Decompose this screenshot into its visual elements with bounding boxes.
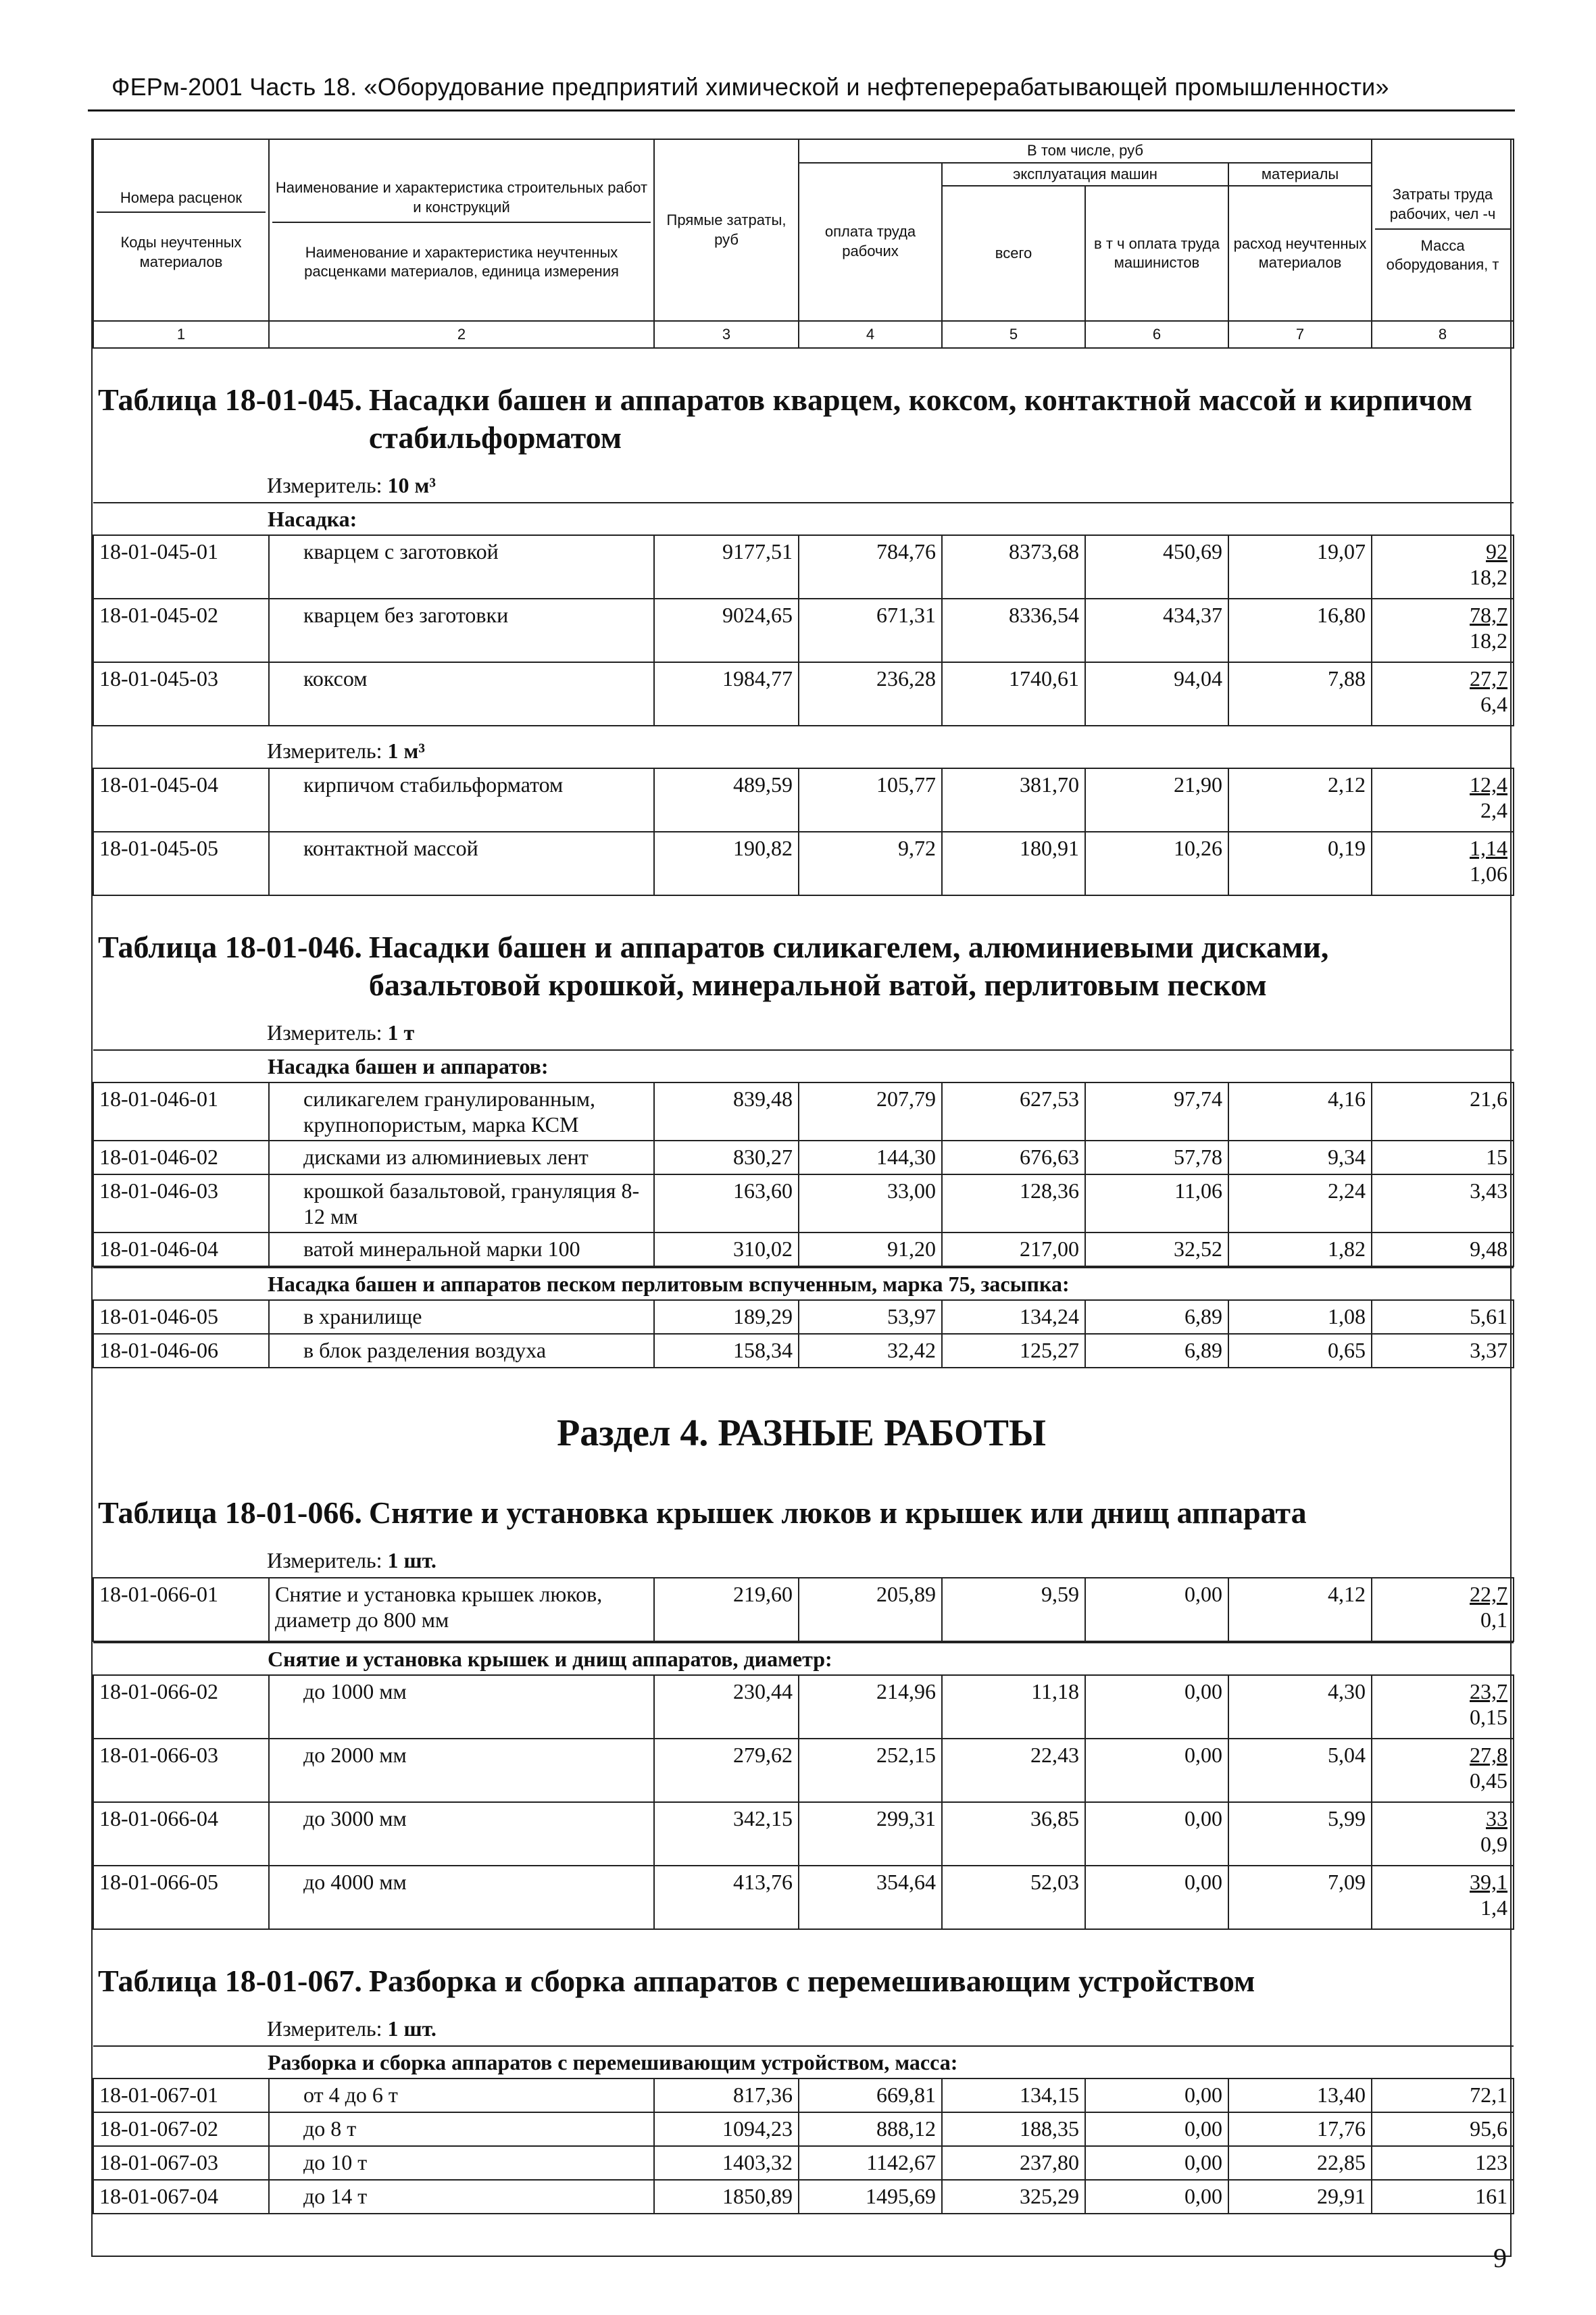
cost-value: 217,00 — [942, 1233, 1085, 1266]
rate-table — [93, 1049, 1514, 1267]
cost-value: 189,29 — [654, 1300, 799, 1334]
cost-value: 91,20 — [799, 1233, 942, 1266]
equipment-mass: 0,15 — [1470, 1705, 1508, 1730]
rate-table — [93, 1577, 1514, 1642]
table-row — [93, 1802, 1514, 1866]
header-col-5: всего — [942, 186, 1085, 321]
cost-value: 4,16 — [1228, 1082, 1372, 1141]
table-row — [93, 1866, 1514, 1929]
column-number: 1 — [93, 321, 269, 348]
labor-value: 39,1 — [1470, 1870, 1508, 1895]
header-group: В том числе, руб — [799, 139, 1372, 163]
labor-mass-cell — [1372, 2180, 1514, 2214]
column-numbers-row — [93, 321, 1514, 348]
labor-mass-cell — [1372, 1082, 1514, 1141]
work-name: крошкой базальтовой, грануляция 8-12 мм — [269, 1174, 654, 1233]
rate-code: 18-01-066-04 — [93, 1802, 269, 1866]
cost-value: 1850,89 — [654, 2180, 799, 2214]
work-name: до 2000 мм — [269, 1739, 654, 1802]
work-name: до 10 т — [269, 2146, 654, 2180]
header-col-7: расход неучтенных материалов — [1228, 186, 1372, 321]
table-title-text: Насадки башен и аппаратов силикагелем, алюминиевыми дисками, базальтовой крошкой, минеральной ватой, перлитовым песком — [368, 930, 1329, 1003]
labor-mass-cell — [1372, 662, 1514, 726]
cost-value: 144,30 — [799, 1141, 942, 1174]
cost-value: 413,76 — [654, 1866, 799, 1929]
subheading-row — [93, 503, 1514, 535]
cost-value: 6,89 — [1085, 1300, 1228, 1334]
work-name: коксом — [269, 662, 654, 726]
cost-value: 36,85 — [942, 1802, 1085, 1866]
cost-value: 381,70 — [942, 768, 1085, 832]
running-header: ФЕРм-2001 Часть 18. «Оборудование предприятий химической и нефтеперерабатывающей промышленности» — [111, 73, 1389, 101]
table-row — [93, 1141, 1514, 1174]
work-name: дисками из алюминиевых лент — [269, 1141, 654, 1174]
labor-mass-cell — [1372, 2078, 1514, 2112]
measure-unit-value: 1 шт. — [387, 1548, 437, 1573]
column-number: 7 — [1228, 321, 1372, 348]
cost-value: 669,81 — [799, 2078, 942, 2112]
cost-value: 190,82 — [654, 832, 799, 895]
cost-value: 230,44 — [654, 1675, 799, 1739]
cost-value: 0,00 — [1085, 2146, 1228, 2180]
cost-value: 16,80 — [1228, 599, 1372, 662]
labor-value: 12,4 — [1470, 772, 1507, 797]
rate-code: 18-01-045-01 — [93, 535, 269, 599]
table-number: Таблица 18-01-046. — [98, 930, 362, 965]
cost-value: 342,15 — [654, 1802, 799, 1866]
cost-value: 32,52 — [1085, 1233, 1228, 1266]
cost-value: 11,18 — [942, 1675, 1085, 1739]
work-name: силикагелем гранулированным, крупнопористым, марка КСМ — [269, 1082, 654, 1141]
cost-value: 450,69 — [1085, 535, 1228, 599]
table-row — [93, 2146, 1514, 2180]
part-heading: Раздел 4. РАЗНЫЕ РАБОТЫ — [557, 1412, 1046, 1455]
work-name: в хранилище — [269, 1300, 654, 1334]
cost-value: 0,19 — [1228, 832, 1372, 895]
labor-mass-cell — [1372, 1866, 1514, 1929]
cost-value: 0,00 — [1085, 1739, 1228, 1802]
cost-value: 188,35 — [942, 2112, 1085, 2146]
subheading-row — [93, 1268, 1514, 1300]
rate-code: 18-01-045-03 — [93, 662, 269, 726]
labor-value: 5,61 — [1470, 1304, 1508, 1329]
work-name: в блок разделения воздуха — [269, 1334, 654, 1368]
cost-value: 158,34 — [654, 1334, 799, 1368]
cost-value: 784,76 — [799, 535, 942, 599]
rate-code: 18-01-066-03 — [93, 1739, 269, 1802]
price-tables — [93, 349, 1510, 2214]
cost-value: 10,26 — [1085, 832, 1228, 895]
table-row — [93, 1174, 1514, 1233]
column-number: 6 — [1085, 321, 1228, 348]
cost-value: 299,31 — [799, 1802, 942, 1866]
equipment-mass: 0,45 — [1470, 1768, 1508, 1793]
cost-value: 627,53 — [942, 1082, 1085, 1141]
cost-value: 1984,77 — [654, 662, 799, 726]
cost-value: 0,00 — [1085, 2078, 1228, 2112]
rate-table — [93, 1642, 1514, 1930]
labor-value: 9,48 — [1470, 1237, 1508, 1262]
header-col-1: Номера расценок Коды неучтенных материалов — [93, 139, 269, 321]
cost-value: 676,63 — [942, 1141, 1085, 1174]
table-row — [93, 832, 1514, 895]
equipment-mass: 0,9 — [1480, 1832, 1508, 1857]
column-number: 4 — [799, 321, 942, 348]
labor-value: 161 — [1475, 2184, 1508, 2209]
rate-table — [93, 502, 1514, 726]
table-row — [93, 1675, 1514, 1739]
labor-value: 27,8 — [1470, 1743, 1508, 1768]
cost-value: 0,00 — [1085, 2180, 1228, 2214]
column-number: 5 — [942, 321, 1085, 348]
cost-value: 0,00 — [1085, 2112, 1228, 2146]
work-name: до 14 т — [269, 2180, 654, 2214]
labor-value: 92 — [1486, 539, 1508, 564]
labor-value: 21,6 — [1470, 1087, 1508, 1112]
rate-code: 18-01-046-03 — [93, 1174, 269, 1233]
cost-value: 9177,51 — [654, 535, 799, 599]
header-materials: материалы — [1228, 163, 1372, 186]
cost-value: 219,60 — [654, 1578, 799, 1641]
table-row — [93, 1082, 1514, 1141]
cost-value: 1094,23 — [654, 2112, 799, 2146]
measure-unit-value: 1 шт. — [387, 2016, 437, 2041]
labor-value: 95,6 — [1470, 2116, 1508, 2141]
cost-value: 839,48 — [654, 1082, 799, 1141]
labor-mass-cell — [1372, 1675, 1514, 1739]
rate-table — [93, 768, 1514, 896]
rate-code: 18-01-046-01 — [93, 1082, 269, 1141]
cost-value: 13,40 — [1228, 2078, 1372, 2112]
cost-value: 7,88 — [1228, 662, 1372, 726]
labor-value: 3,37 — [1470, 1338, 1508, 1363]
cost-value: 52,03 — [942, 1866, 1085, 1929]
cost-value: 125,27 — [942, 1334, 1085, 1368]
measure-unit — [93, 1008, 1510, 1049]
table-title-text: Насадки башен и аппаратов кварцем, коксом, контактной массой и кирпичом стабильформатом — [368, 382, 1472, 455]
rate-table — [93, 2045, 1514, 2214]
cost-value: 1,08 — [1228, 1300, 1372, 1334]
subheading: Насадка башен и аппаратов песком перлитовым вспученным, марка 75, засыпка: — [93, 1268, 1514, 1300]
labor-value: 22,7 — [1470, 1582, 1507, 1607]
table-title — [93, 896, 1510, 1008]
table-row — [93, 2180, 1514, 2214]
header-col-8: Затраты труда рабочих, чел -ч Масса оборудования, т — [1372, 139, 1514, 321]
header-machines: эксплуатация машин — [942, 163, 1228, 186]
cost-value: 325,29 — [942, 2180, 1085, 2214]
cost-value: 9024,65 — [654, 599, 799, 662]
work-name: до 1000 мм — [269, 1675, 654, 1739]
labor-mass-cell — [1372, 1174, 1514, 1233]
rate-code: 18-01-046-05 — [93, 1300, 269, 1334]
header-col-4: оплата труда рабочих — [799, 163, 942, 322]
measure-unit-label: Измеритель: — [267, 739, 382, 764]
cost-value: 9,59 — [942, 1578, 1085, 1641]
table-row — [93, 2112, 1514, 2146]
labor-value: 33 — [1486, 1806, 1508, 1831]
work-name: от 4 до 6 т — [269, 2078, 654, 2112]
cost-value: 1403,32 — [654, 2146, 799, 2180]
cost-value: 279,62 — [654, 1739, 799, 1802]
column-number: 8 — [1372, 321, 1514, 348]
cost-value: 1142,67 — [799, 2146, 942, 2180]
measure-unit-label: Измеритель: — [267, 2016, 382, 2041]
labor-value: 23,7 — [1470, 1679, 1508, 1704]
labor-value: 15 — [1486, 1145, 1508, 1170]
cost-value: 105,77 — [799, 768, 942, 832]
cost-value: 94,04 — [1085, 662, 1228, 726]
header-col-6: в т ч оплата труда машинистов — [1085, 186, 1228, 321]
table-row — [93, 1739, 1514, 1802]
header-col-2: Наименование и характеристика строительных работ и конструкций Наименование и характеристика неучтенных расценками материалов, единица измерения — [269, 139, 654, 321]
cost-value: 29,91 — [1228, 2180, 1372, 2214]
subheading: Насадка: — [93, 503, 1514, 535]
cost-value: 11,06 — [1085, 1174, 1228, 1233]
subheading-row — [93, 1050, 1514, 1082]
table-row — [93, 2078, 1514, 2112]
work-name: до 3000 мм — [269, 1802, 654, 1866]
measure-unit — [93, 2004, 1510, 2045]
labor-value: 3,43 — [1470, 1178, 1508, 1203]
work-name: контактной массой — [269, 832, 654, 895]
header-col-3: Прямые затраты, руб — [654, 139, 799, 321]
rate-code: 18-01-067-04 — [93, 2180, 269, 2214]
cost-value: 134,24 — [942, 1300, 1085, 1334]
column-number: 2 — [269, 321, 654, 348]
cost-value: 17,76 — [1228, 2112, 1372, 2146]
cost-value: 207,79 — [799, 1082, 942, 1141]
cost-value: 5,04 — [1228, 1739, 1372, 1802]
equipment-mass: 1,06 — [1470, 862, 1507, 887]
labor-mass-cell — [1372, 1739, 1514, 1802]
work-name: до 8 т — [269, 2112, 654, 2146]
subheading: Разборка и сборка аппаратов с перемешивающим устройством, масса: — [93, 2046, 1514, 2078]
cost-value: 5,99 — [1228, 1802, 1372, 1866]
subheading: Насадка башен и аппаратов: — [93, 1050, 1514, 1082]
measure-unit-label: Измеритель: — [267, 473, 382, 498]
subheading-row — [93, 1643, 1514, 1675]
cost-value: 205,89 — [799, 1578, 942, 1641]
table-number: Таблица 18-01-067. — [98, 1964, 362, 1999]
cost-value: 97,74 — [1085, 1082, 1228, 1141]
table-row — [93, 662, 1514, 726]
table-row — [93, 1578, 1514, 1641]
table-row — [93, 1300, 1514, 1334]
rate-code: 18-01-046-06 — [93, 1334, 269, 1368]
table-title-line — [98, 1962, 1505, 2000]
rate-code: 18-01-046-02 — [93, 1141, 269, 1174]
cost-value: 237,80 — [942, 2146, 1085, 2180]
cost-value: 1495,69 — [799, 2180, 942, 2214]
page-number: 9 — [1493, 2243, 1507, 2273]
equipment-mass: 1,4 — [1480, 1895, 1508, 1920]
labor-value: 78,7 — [1470, 603, 1508, 628]
measure-unit-label: Измеритель: — [267, 1548, 382, 1573]
work-name: ватой минеральной марки 100 — [269, 1233, 654, 1266]
labor-mass-cell — [1372, 1233, 1514, 1266]
cost-value: 4,12 — [1228, 1578, 1372, 1641]
cost-value: 489,59 — [654, 768, 799, 832]
cost-value: 0,00 — [1085, 1675, 1228, 1739]
table-row — [93, 1334, 1514, 1368]
labor-value: 27,7 — [1470, 666, 1508, 691]
labor-mass-cell — [1372, 832, 1514, 895]
column-header-table — [93, 139, 1514, 349]
rate-code: 18-01-045-05 — [93, 832, 269, 895]
cost-value: 8373,68 — [942, 535, 1085, 599]
labor-mass-cell — [1372, 1802, 1514, 1866]
table-title — [93, 349, 1510, 461]
measure-unit — [93, 461, 1510, 502]
subheading-row — [93, 2046, 1514, 2078]
cost-value: 1740,61 — [942, 662, 1085, 726]
table-title-line — [98, 381, 1505, 457]
cost-value: 817,36 — [654, 2078, 799, 2112]
rate-code: 18-01-067-03 — [93, 2146, 269, 2180]
table-row — [93, 599, 1514, 662]
table-number: Таблица 18-01-045. — [98, 382, 362, 418]
measure-unit — [93, 726, 1510, 768]
cost-value: 0,00 — [1085, 1866, 1228, 1929]
cost-value: 214,96 — [799, 1675, 942, 1739]
labor-mass-cell — [1372, 1300, 1514, 1334]
cost-value: 7,09 — [1228, 1866, 1372, 1929]
cost-value: 9,34 — [1228, 1141, 1372, 1174]
work-name: кирпичом стабильформатом — [269, 768, 654, 832]
equipment-mass: 0,1 — [1480, 1608, 1507, 1633]
table-row — [93, 768, 1514, 832]
cost-value: 6,89 — [1085, 1334, 1228, 1368]
rate-code: 18-01-066-02 — [93, 1675, 269, 1739]
equipment-mass: 2,4 — [1480, 798, 1507, 823]
cost-value: 8336,54 — [942, 599, 1085, 662]
work-name: до 4000 мм — [269, 1866, 654, 1929]
cost-value: 9,72 — [799, 832, 942, 895]
cost-value: 19,07 — [1228, 535, 1372, 599]
measure-unit-label: Измеритель: — [267, 1020, 382, 1045]
table-title-line — [98, 1494, 1505, 1532]
cost-value: 0,00 — [1085, 1578, 1228, 1641]
cost-value: 888,12 — [799, 2112, 942, 2146]
rate-code: 18-01-066-05 — [93, 1866, 269, 1929]
labor-value: 123 — [1475, 2150, 1508, 2175]
equipment-mass: 18,2 — [1470, 628, 1508, 653]
labor-value: 1,14 — [1470, 836, 1507, 861]
work-name: Снятие и установка крышек люков, диаметр до 800 мм — [269, 1578, 654, 1641]
equipment-mass: 6,4 — [1480, 692, 1508, 717]
labor-mass-cell — [1372, 1334, 1514, 1368]
cost-value: 180,91 — [942, 832, 1085, 895]
cost-value: 22,85 — [1228, 2146, 1372, 2180]
labor-mass-cell — [1372, 1578, 1514, 1641]
cost-value: 128,36 — [942, 1174, 1085, 1233]
labor-mass-cell — [1372, 1141, 1514, 1174]
table-title-text: Разборка и сборка аппаратов с перемешивающим устройством — [368, 1964, 1255, 1999]
column-number: 3 — [654, 321, 799, 348]
measure-unit-value: 1 т — [387, 1020, 415, 1045]
cost-value: 22,43 — [942, 1739, 1085, 1802]
cost-value: 57,78 — [1085, 1141, 1228, 1174]
measure-unit-value: 1 м³ — [387, 739, 425, 764]
table-row — [93, 535, 1514, 599]
labor-value: 72,1 — [1470, 2083, 1508, 2108]
cost-value: 33,00 — [799, 1174, 942, 1233]
rate-code: 18-01-045-02 — [93, 599, 269, 662]
subheading: Снятие и установка крышек и днищ аппаратов, диаметр: — [93, 1643, 1514, 1675]
table-title — [93, 1462, 1510, 1536]
cost-value: 21,90 — [1085, 768, 1228, 832]
table-number: Таблица 18-01-066. — [98, 1495, 362, 1530]
document-sheet — [91, 139, 1512, 2257]
labor-mass-cell — [1372, 2112, 1514, 2146]
work-name: кварцем без заготовки — [269, 599, 654, 662]
table-row — [93, 1233, 1514, 1266]
cost-value: 434,37 — [1085, 599, 1228, 662]
cost-value: 4,30 — [1228, 1675, 1372, 1739]
cost-value: 53,97 — [799, 1300, 942, 1334]
labor-mass-cell — [1372, 768, 1514, 832]
labor-mass-cell — [1372, 535, 1514, 599]
cost-value: 671,31 — [799, 599, 942, 662]
cost-value: 134,15 — [942, 2078, 1085, 2112]
cost-value: 163,60 — [654, 1174, 799, 1233]
cost-value: 32,42 — [799, 1334, 942, 1368]
table-title — [93, 1930, 1510, 2004]
work-name: кварцем с заготовкой — [269, 535, 654, 599]
rate-code: 18-01-066-01 — [93, 1578, 269, 1641]
rate-code: 18-01-067-02 — [93, 2112, 269, 2146]
table-title-text: Снятие и установка крышек люков и крышек или днищ аппарата — [368, 1495, 1307, 1530]
cost-value: 354,64 — [799, 1866, 942, 1929]
labor-mass-cell — [1372, 599, 1514, 662]
rate-table — [93, 1267, 1514, 1368]
cost-value: 310,02 — [654, 1233, 799, 1266]
cost-value: 2,24 — [1228, 1174, 1372, 1233]
equipment-mass: 18,2 — [1470, 565, 1508, 590]
cost-value: 0,65 — [1228, 1334, 1372, 1368]
cost-value: 830,27 — [654, 1141, 799, 1174]
cost-value: 1,82 — [1228, 1233, 1372, 1266]
rate-code: 18-01-046-04 — [93, 1233, 269, 1266]
header-rule — [88, 109, 1515, 111]
cost-value: 236,28 — [799, 662, 942, 726]
cost-value: 0,00 — [1085, 1802, 1228, 1866]
cost-value: 252,15 — [799, 1739, 942, 1802]
labor-mass-cell — [1372, 2146, 1514, 2180]
measure-unit — [93, 1536, 1510, 1577]
measure-unit-value: 10 м³ — [387, 473, 436, 498]
rate-code: 18-01-045-04 — [93, 768, 269, 832]
table-title-line — [98, 928, 1505, 1004]
rate-code: 18-01-067-01 — [93, 2078, 269, 2112]
cost-value: 2,12 — [1228, 768, 1372, 832]
